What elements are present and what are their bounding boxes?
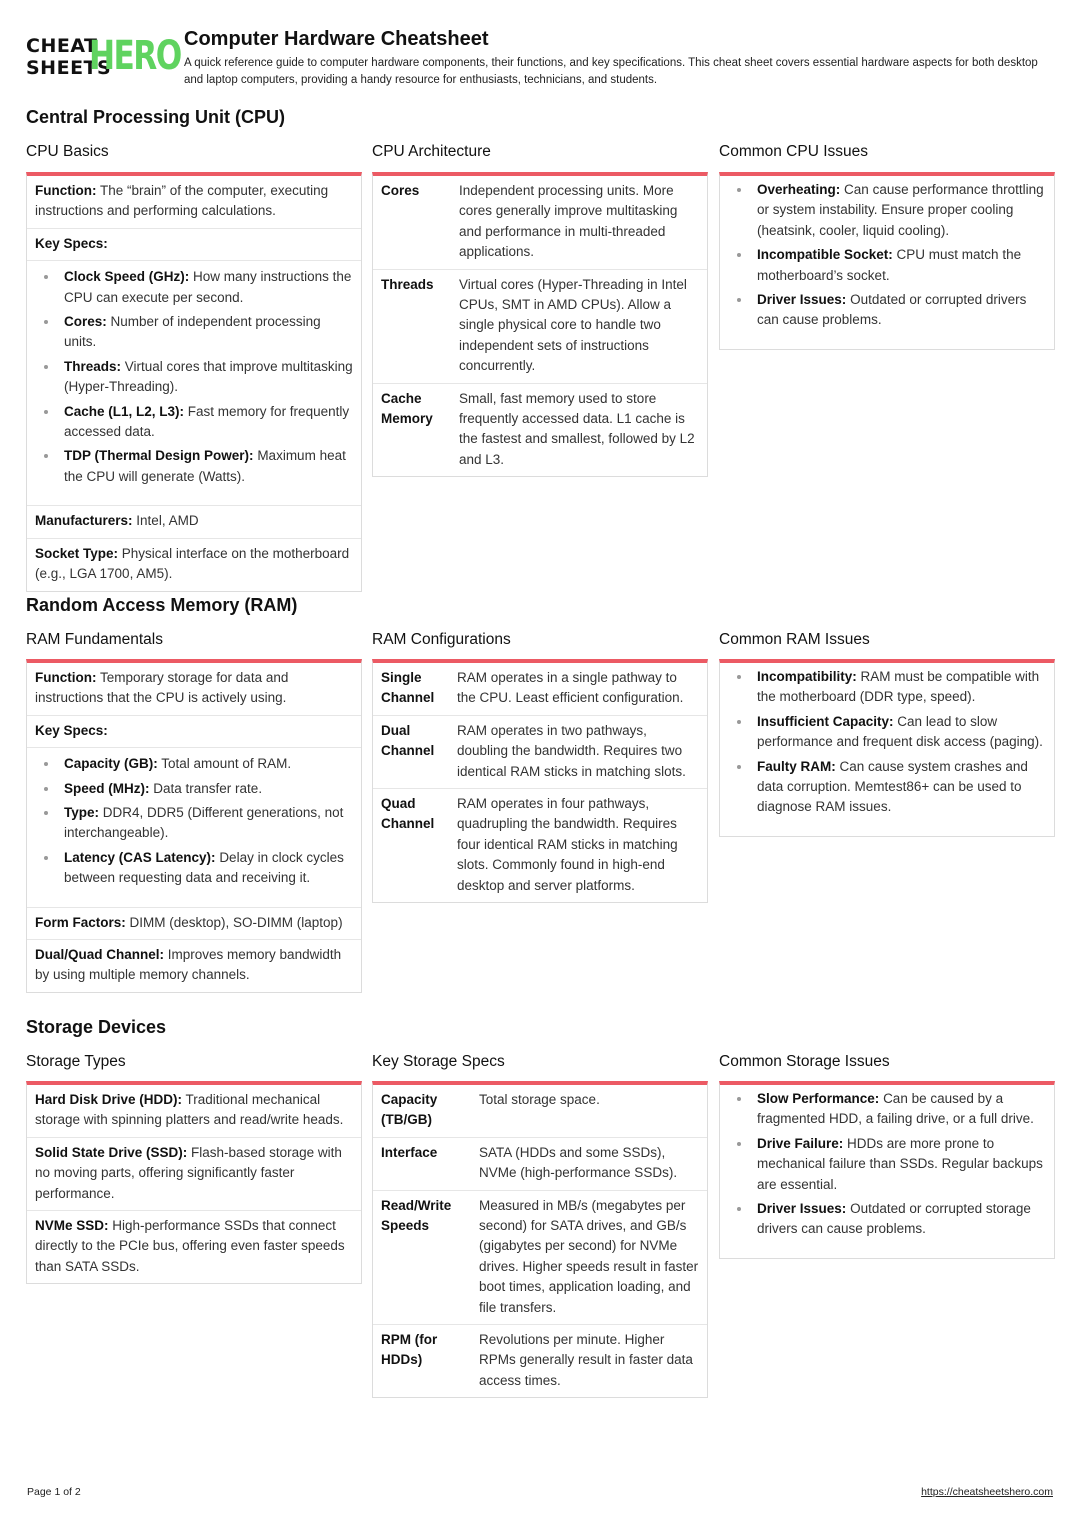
page-subtitle: A quick reference guide to computer hardware components, their functions, and key specifications. This cheat sheet covers essential hardware aspects for both desktop and laptop computers, providing a handy resource for enthusiasts, technicians, and students.	[184, 57, 1038, 86]
ram-issues-title: Common RAM Issues	[719, 631, 870, 648]
ram-configurations-card	[372, 659, 708, 903]
list-item: Insufficient Capacity: Can lead to slow performance and frequent disk access (paging).	[728, 712, 1046, 753]
ram-key-specs-row: Key Specs:	[27, 716, 361, 748]
ram-issues-card	[719, 659, 1055, 837]
cpu-architecture-card	[372, 172, 708, 477]
cpu-specs-list	[27, 261, 361, 506]
list-item: Latency (CAS Latency): Delay in clock cycles between requesting data and receiving it.	[35, 848, 353, 889]
ram-form-factors-row: Form Factors: DIMM (desktop), SO-DIMM (laptop)	[27, 908, 361, 940]
cpu-socket-row: Socket Type: Physical interface on the motherboard (e.g., LGA 1700, AM5).	[35, 545, 350, 582]
cpu-issues-title: Common CPU Issues	[719, 143, 869, 160]
list-item: Clock Speed (GHz): How many instructions the CPU can execute per second.	[35, 267, 353, 308]
list-item: Slow Performance: Can be caused by a fragmented HDD, a failing drive, or a full drive.	[728, 1089, 1046, 1130]
list-item: Incompatible Socket: CPU must match the motherboard’s socket.	[728, 245, 1046, 286]
list-item: Speed (MHz): Data transfer rate.	[35, 779, 353, 799]
logo-word-sheets: SHEETS	[26, 57, 112, 79]
logo-word-cheat: CHEAT	[26, 35, 98, 57]
cpu-basics-title: CPU Basics	[26, 143, 109, 160]
cpu-function-label: Function:	[35, 183, 97, 198]
table-row: Single Channel RAM operates in a single pathway to the CPU. Least efficient configuration.	[373, 663, 707, 716]
cpu-basics-card	[26, 172, 362, 592]
section-title-cpu: Central Processing Unit (CPU)	[26, 107, 286, 127]
table-row: Dual Channel RAM operates in two pathways, doubling the bandwidth. Requires two identical RAM sticks in matching slots.	[373, 716, 707, 789]
table-row: NVMe SSD: High-performance SSDs that connect directly to the PCIe bus, offering even faster speeds than SATA SSDs.	[35, 1218, 345, 1274]
list-item: Driver Issues: Outdated or corrupted drivers can cause problems.	[728, 290, 1046, 331]
ram-specs-list	[27, 748, 361, 907]
cpu-key-specs-row	[27, 229, 361, 261]
table-row: Read/Write Speeds Measured in MB/s (megabytes per second) for SATA drives, and GB/s (gigabytes per second) for NVMe drives. Higher speeds result in faster boot times, application loading, and file transfers.	[373, 1191, 707, 1325]
list-item: Driver Issues: Outdated or corrupted storage drivers can cause problems.	[728, 1199, 1046, 1240]
ram-issues-list	[720, 663, 1054, 836]
table-row: RPM (for HDDs) Revolutions per minute. Higher RPMs generally result in faster data access times.	[381, 1332, 693, 1388]
ram-configurations-title: RAM Configurations	[372, 631, 511, 648]
section-title-storage: Storage Devices	[26, 1017, 167, 1037]
list-item: Cores: Number of independent processing units.	[35, 312, 353, 353]
storage-specs-card	[372, 1081, 708, 1398]
page-number: Page 1 of 2	[27, 1486, 81, 1498]
cheatsheetshero-logo[interactable]	[26, 33, 181, 79]
list-item: Capacity (GB): Total amount of RAM.	[35, 754, 353, 774]
table-row: Quad Channel RAM operates in four pathways, quadrupling the bandwidth. Requires four identical RAM sticks in matching slots. Commonly found in high-end desktop and server platforms.	[381, 796, 678, 893]
cpu-key-specs-label: Key Specs:	[35, 235, 108, 251]
logo-word-hero: HERO	[89, 33, 181, 79]
ram-function-row: Function: Temporary storage for data and instructions that the CPU is actively using.	[27, 663, 361, 716]
cpu-function-row	[27, 176, 361, 229]
list-item: Drive Failure: HDDs are more prone to mechanical failure than SSDs. Regular backups are essential.	[728, 1134, 1046, 1195]
table-row: Threads Virtual cores (Hyper-Threading in Intel CPUs, SMT in AMD CPUs). Allow a single physical core to handle two independent sets of instructions concurrently.	[373, 270, 707, 384]
storage-issues-list	[720, 1085, 1054, 1258]
table-row: Capacity (TB/GB) Total storage space.	[373, 1085, 707, 1138]
list-item: Type: DDR4, DDR5 (Different generations, not interchangeable).	[35, 803, 353, 844]
cpu-issues-list	[720, 176, 1054, 349]
list-item: Faulty RAM: Can cause system crashes and data corruption. Memtest86+ can be used to diagnose RAM issues.	[728, 757, 1046, 818]
list-item: TDP (Thermal Design Power): Maximum heat the CPU will generate (Watts).	[35, 446, 353, 487]
storage-issues-card	[719, 1081, 1055, 1259]
section-title-ram: Random Access Memory (RAM)	[26, 595, 298, 615]
storage-types-title: Storage Types	[26, 1053, 126, 1070]
list-item: Threads: Virtual cores that improve multitasking (Hyper-Threading).	[35, 357, 353, 398]
list-item: Cache (L1, L2, L3): Fast memory for frequently accessed data.	[35, 402, 353, 443]
table-row: Solid State Drive (SSD): Flash-based storage with no moving parts, offering significantly faster performance.	[27, 1138, 361, 1211]
ram-fundamentals-card	[26, 659, 362, 993]
table-row: Interface SATA (HDDs and some SSDs), NVMe (high-performance SSDs).	[373, 1138, 707, 1191]
cpu-issues-card	[719, 172, 1055, 350]
storage-specs-title: Key Storage Specs	[372, 1053, 505, 1070]
table-row: Cache Memory Small, fast memory used to store frequently accessed data. L1 cache is the fastest and smallest, followed by L2 and L3.	[381, 390, 695, 467]
list-item: Incompatibility: RAM must be compatible with the motherboard (DDR type, speed).	[728, 667, 1046, 708]
ram-fundamentals-title: RAM Fundamentals	[26, 631, 163, 648]
page-header	[26, 28, 1056, 88]
page-title: Computer Hardware Cheatsheet	[184, 28, 489, 50]
cpu-manufacturers-row: Manufacturers: Intel, AMD	[27, 506, 361, 538]
storage-types-card	[26, 1081, 362, 1284]
table-row: Cores Independent processing units. More cores generally improve multitasking and performance in multi-threaded applications.	[373, 176, 707, 270]
table-row: Hard Disk Drive (HDD): Traditional mechanical storage with spinning platters and read/write heads.	[27, 1085, 361, 1138]
cpu-function-text: The “brain” of the computer, executing instructions and performing calculations.	[35, 183, 329, 219]
storage-issues-title: Common Storage Issues	[719, 1053, 890, 1070]
cpu-architecture-title: CPU Architecture	[372, 143, 491, 160]
list-item: Overheating: Can cause performance throttling or system instability. Ensure proper cooling (heatsink, cooler, liquid cooling).	[728, 180, 1046, 241]
footer-link[interactable]: https://cheatsheetshero.com	[921, 1486, 1053, 1498]
ram-dual-channel-row: Dual/Quad Channel: Improves memory bandwidth by using multiple memory channels.	[35, 947, 342, 983]
